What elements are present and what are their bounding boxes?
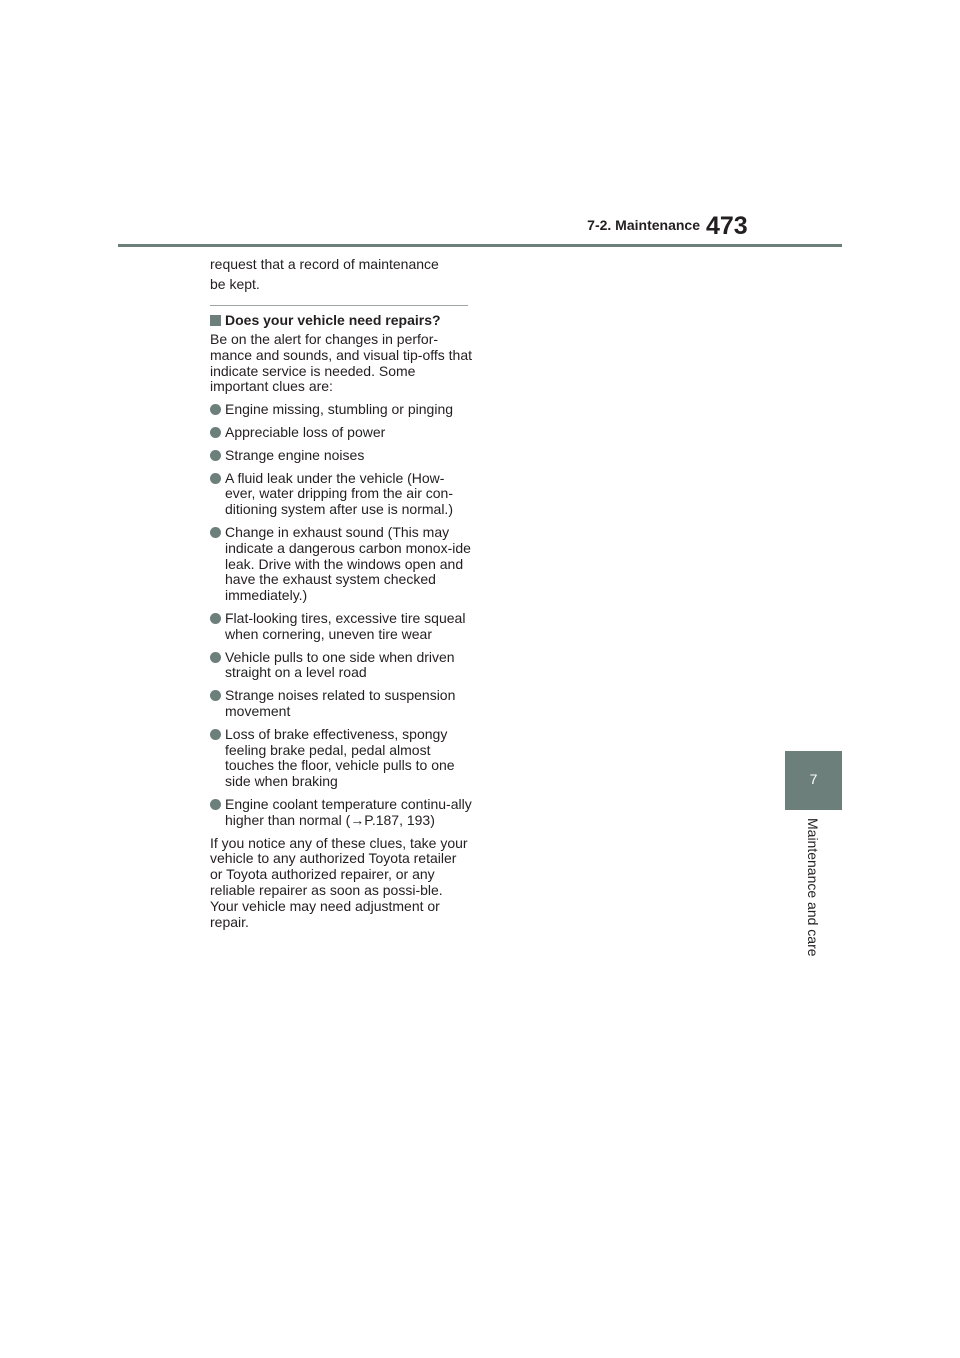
list-item: Engine missing, stumbling or pinging: [210, 402, 472, 418]
intro-line-1: request that a record of maintenance: [210, 256, 439, 272]
intro-paragraph: Be on the alert for changes in perfor-mance and sounds, and visual tip-offs that indicate service is needed. Some important clues are:: [210, 331, 473, 395]
closing-paragraph: If you notice any of these clues, take your vehicle to any authorized Toyota retailer or Toyota authorized repairer, or any reliable repairer as soon as possi-ble.: [210, 834, 468, 898]
bullet-dot-icon: [210, 527, 221, 538]
closing-note: Your vehicle may need adjustment or repair.: [210, 897, 440, 930]
chapter-label: Maintenance and care: [805, 818, 821, 957]
bullet-dot-icon: [210, 729, 221, 740]
intro-line-2: be kept.: [210, 275, 260, 292]
clues-list: [210, 402, 472, 828]
bullet-dot-icon: [210, 613, 221, 624]
list-item: Appreciable loss of power: [210, 425, 472, 441]
heading-text: Does your vehicle need repairs?: [225, 312, 441, 328]
list-item: Change in exhaust sound (This may indicate a dangerous carbon monox-ide leak. Drive with the windows open and have the exhaust system checked immediately.): [210, 525, 472, 604]
bullet-dot-icon: [210, 690, 221, 701]
list-item: Flat-looking tires, excessive tire squeal when cornering, uneven tire wear: [210, 611, 472, 643]
main-column: [210, 255, 472, 930]
section-title: 7-2. Maintenance: [587, 217, 700, 233]
bullet-dot-icon: [210, 404, 221, 415]
list-item: Vehicle pulls to one side when driven straight on a level road: [210, 650, 472, 682]
list-item: Loss of brake effectiveness, spongy feeling brake pedal, pedal almost touches the floor, vehicle pulls to one side when braking: [210, 727, 472, 790]
list-item: Strange noises related to suspension movement: [210, 688, 472, 720]
chapter-number: 7: [809, 771, 818, 787]
list-item: Strange engine noises: [210, 448, 472, 464]
list-item: A fluid leak under the vehicle (How-ever, water dripping from the air con-ditioning system after use is normal.): [210, 471, 472, 518]
bullet-dot-icon: [210, 473, 221, 484]
list-item: [210, 797, 472, 829]
section-divider: [210, 305, 468, 306]
page-number: 473: [706, 212, 748, 240]
chapter-tab: [785, 751, 842, 810]
header-divider: [118, 244, 842, 247]
page-reference[interactable]: Engine coolant temperature continu-ally higher than normal (→P.187, 193): [225, 795, 472, 828]
square-bullet-icon: [210, 315, 221, 326]
bullet-dot-icon: [210, 799, 221, 810]
bullet-dot-icon: [210, 652, 221, 663]
bullet-dot-icon: [210, 427, 221, 438]
repairs-heading: [210, 312, 472, 329]
bullet-dot-icon: [210, 450, 221, 461]
